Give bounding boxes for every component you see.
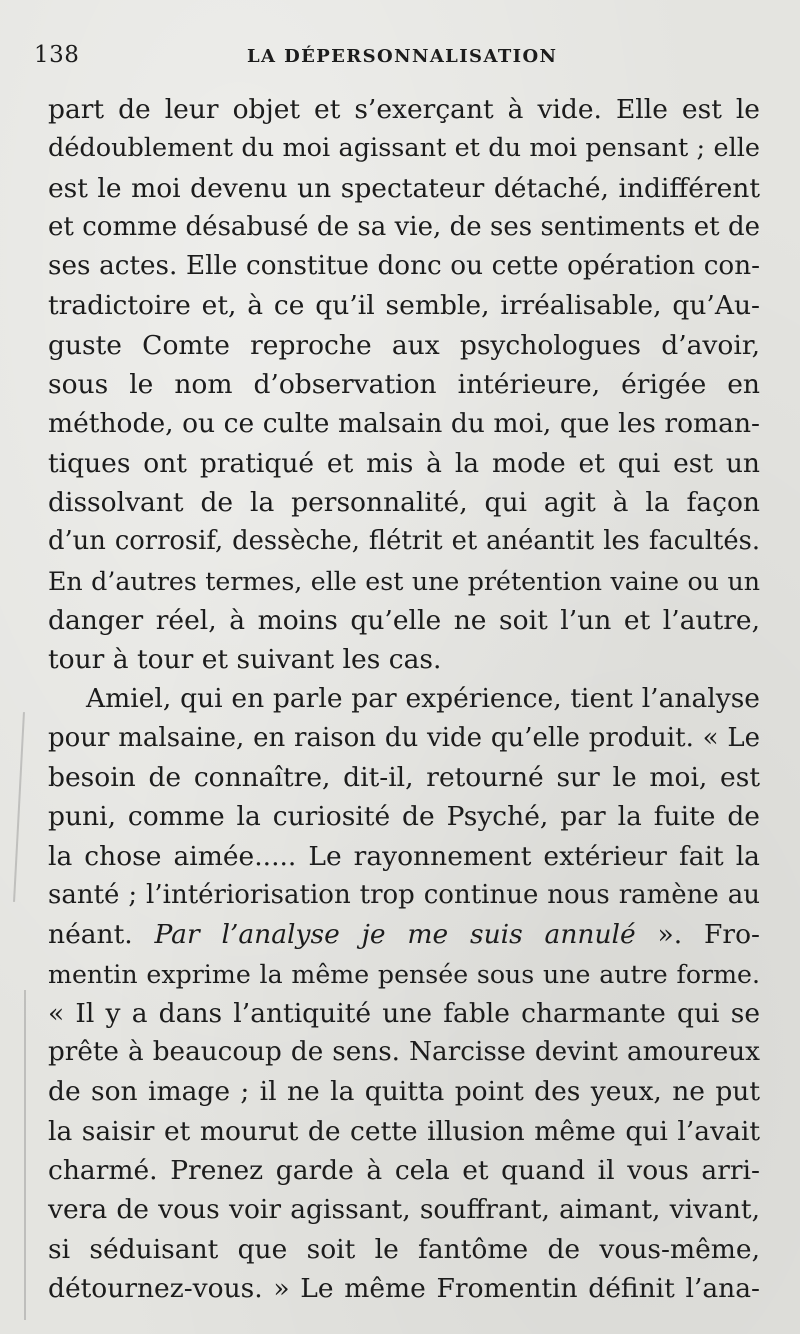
page-header bbox=[34, 38, 764, 78]
text-line: dissolvant de la personnalité, qui agit à la façon bbox=[48, 486, 760, 518]
text-line: prête à beaucoup de sens. Narcisse devint amoureux bbox=[48, 1037, 760, 1068]
italic-quote: Par l’analyse je me suis annulé bbox=[154, 919, 636, 951]
text-line: mentin exprime la même pensée sous une autre forme. bbox=[48, 959, 760, 989]
page-number: 138 bbox=[34, 42, 80, 68]
text-line-with-italic bbox=[48, 915, 760, 954]
text-line: puni, comme la curiosité de Psyché, par la fuite de bbox=[48, 801, 760, 833]
text-line: vera de vous voir agissant, souffrant, aimant, vivant, bbox=[48, 1194, 760, 1226]
text-line: méthode, ou ce culte malsain du moi, que les roman- bbox=[48, 408, 760, 440]
text-line: En d’autres termes, elle est une prétention vaine ou un bbox=[48, 566, 760, 596]
text-line: d’un corrosif, dessèche, flétrit et anéantit les facultés. bbox=[48, 526, 760, 557]
text-line: santé ; l’intériorisation trop continue nous ramène au bbox=[48, 879, 760, 910]
text-line: et comme désabusé de sa vie, de ses sentiments et de bbox=[48, 211, 760, 242]
text-line: tiques ont pratiqué et mis à la mode et qui est un bbox=[48, 447, 760, 479]
body-text bbox=[48, 90, 760, 1308]
text-line: détournez-vous. » Le même Fromentin définit l’ana- bbox=[48, 1272, 760, 1304]
text-line: sous le nom d’observation intérieure, érigée en bbox=[48, 369, 760, 401]
margin-pencil-mark bbox=[24, 990, 26, 1320]
text-line: pour malsaine, en raison du vide qu’elle produit. « Le bbox=[48, 722, 760, 753]
text-line: « Il y a dans l’antiquité une fable charmante qui se bbox=[48, 997, 760, 1029]
text-line: besoin de connaître, dit-il, retourné sur le moi, est bbox=[48, 762, 760, 794]
text-line: ses actes. Elle constitue donc ou cette opération con- bbox=[48, 251, 760, 282]
text-line: part de leur objet et s’exerçant à vide. Elle est le bbox=[48, 94, 760, 125]
running-title: LA DÉPERSONNALISATION bbox=[247, 46, 558, 67]
text-line: charmé. Prenez garde à cela et quand il vous arri- bbox=[48, 1155, 760, 1187]
text-line: Amiel, qui en parle par expérience, tient l’analyse bbox=[86, 683, 760, 715]
text-line: la chose aimée..... Le rayonnement extérieur fait la bbox=[48, 840, 760, 872]
text-line: la saisir et mourut de cette illusion même qui l’avait bbox=[48, 1115, 760, 1147]
text-line: est le moi devenu un spectateur détaché, indifférent bbox=[48, 172, 760, 204]
line-text-end: ». Fro- bbox=[635, 919, 760, 951]
text-line: tradictoire et, à ce qu’il semble, irréalisable, qu’Au- bbox=[48, 290, 760, 322]
text-line: guste Comte reproche aux psychologues d’avoir, bbox=[48, 329, 760, 361]
text-line: danger réel, à moins qu’elle ne soit l’un et l’autre, bbox=[48, 604, 760, 636]
margin-pencil-mark bbox=[13, 712, 25, 902]
text-line: de son image ; il ne la quitta point des yeux, ne put bbox=[48, 1076, 760, 1108]
line-text-start: néant. bbox=[48, 919, 155, 951]
text-line: tour à tour et suivant les cas. bbox=[48, 644, 442, 676]
text-line: si séduisant que soit le fantôme de vous-même, bbox=[48, 1233, 760, 1265]
text-line: dédoublement du moi agissant et du moi pensant ; elle bbox=[48, 133, 760, 164]
